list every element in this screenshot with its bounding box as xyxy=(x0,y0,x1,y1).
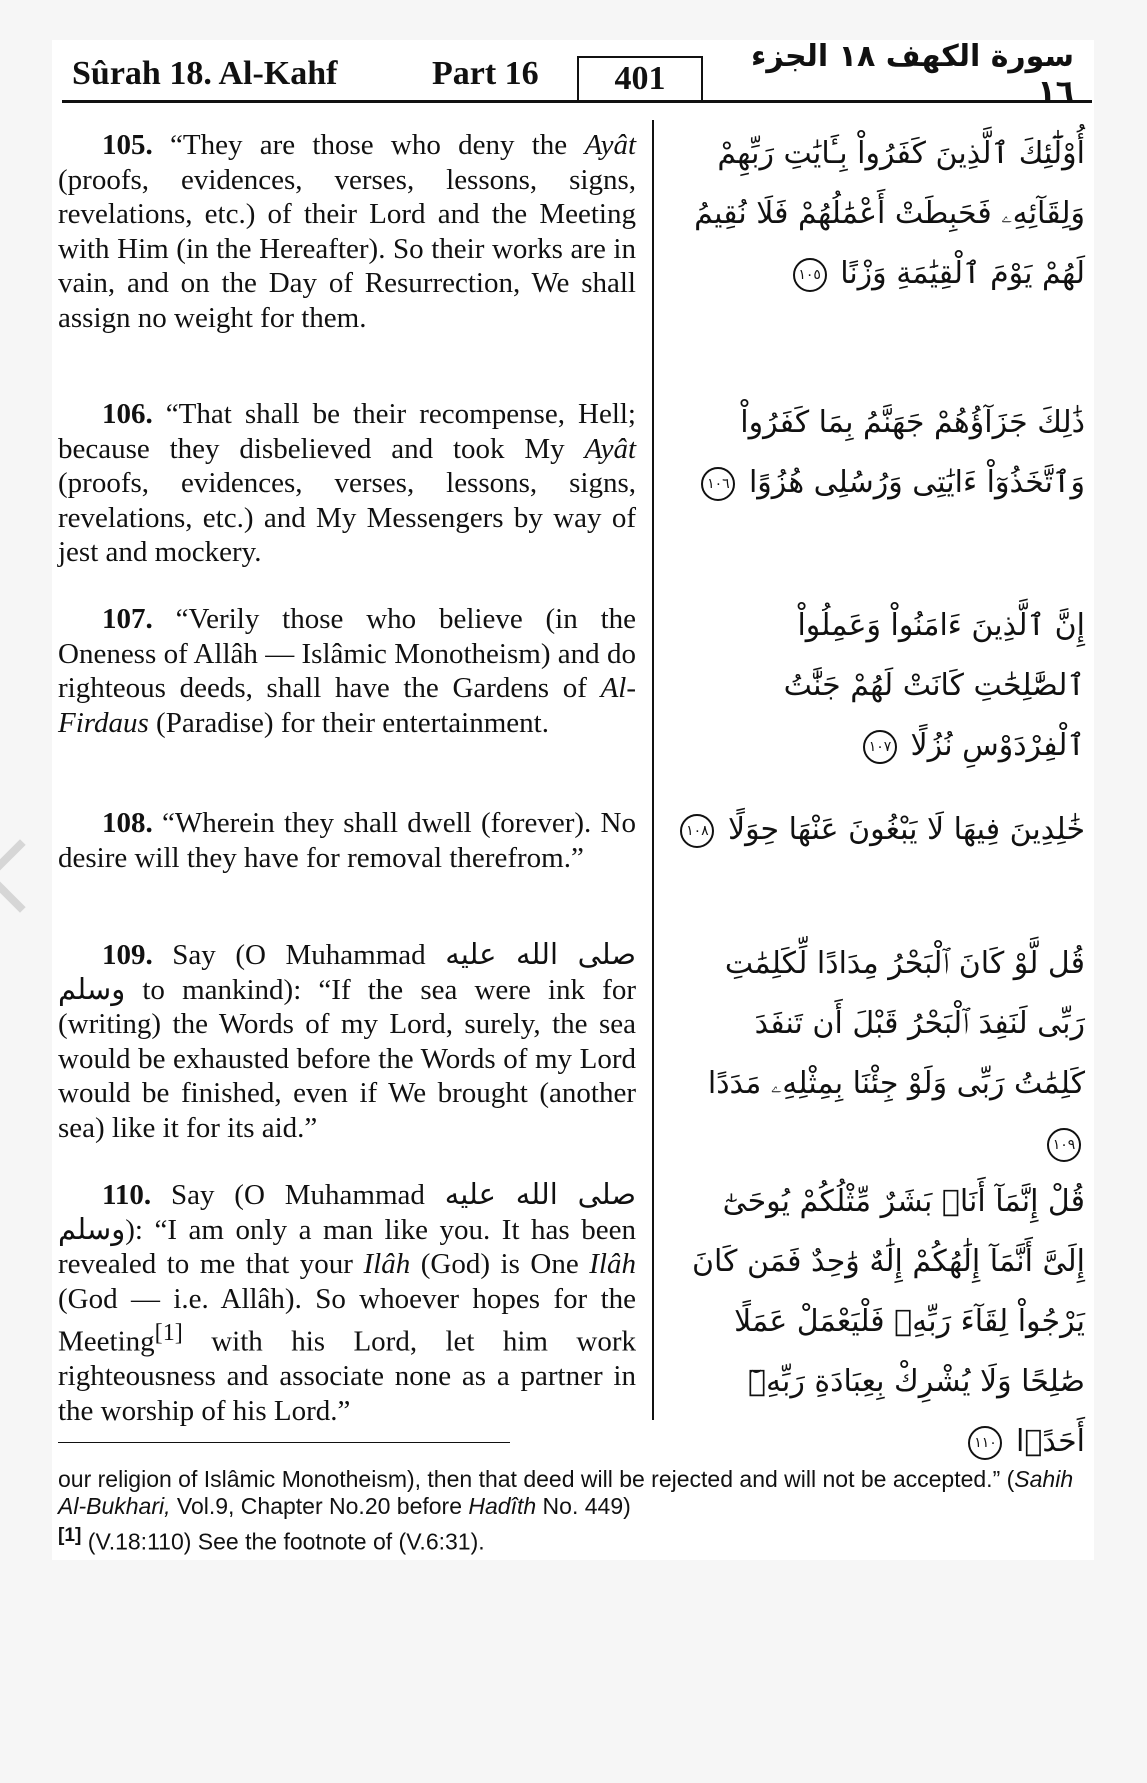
verse-109-arabic: قُل لَّوْ كَانَ ٱلْبَحْرُ مِدَادًا لِّكَلِمَٰتِ رَبِّى لَنَفِدَ ٱلْبَحْرُ قَبْلَ أَن تَنفَدَ كَلِمَٰتُ رَبِّى وَلَوْ جِئْنَا بِمِثْلِهِۦ مَدَدًا ١٠٩ xyxy=(680,934,1085,1174)
ayah-marker: ١٠٩ xyxy=(1047,1128,1081,1162)
ayah-marker: ١٠٥ xyxy=(793,258,827,292)
surah-title: Sûrah 18. Al-Kahf xyxy=(72,55,338,92)
verse-number: 110. xyxy=(102,1179,152,1211)
arabic-surah-title: سورة الكهف ١٨ xyxy=(838,39,1074,74)
footnote-continuation: our religion of Islâmic Monotheism), then that deed will be rejected and will not be accepted.” (Sahih Al-Bukhari, Vol.9, Chapter No.20 before Hadîth No. 449) xyxy=(58,1466,1074,1519)
page-number: 401 xyxy=(577,56,703,100)
verse-number: 109. xyxy=(102,939,153,971)
ayah-marker: ١٠٨ xyxy=(680,814,714,848)
ayah-marker: ١٠٦ xyxy=(701,467,735,501)
column-divider xyxy=(652,120,654,1420)
page-header xyxy=(62,39,1092,109)
verse-number: 107. xyxy=(102,603,153,635)
verse-105-translation: 105. “They are those who deny the Ayât (proofs, evidences, verses, lessons, signs, revelations, etc.) of their Lord and the Meeting with Him (in the Hereafter). So their works are in vain, and on the Day of Resurrection, We shall assign no weight for them. xyxy=(58,129,636,334)
verse-number: 108. xyxy=(102,807,153,839)
verse-107-translation: 107. “Verily those who believe (in the Oneness of Allâh — Islâmic Monotheism) and do righteous deeds, shall have the Gardens of Al-Firdaus (Paradise) for their entertainment. xyxy=(58,603,636,739)
part-label: Part 16 xyxy=(432,55,539,92)
footnote-1: [1] (V.18:110) See the footnote of (V.6:31). xyxy=(58,1525,485,1555)
verse-108-translation: 108. “Wherein they shall dwell (forever). No desire will they have for removal therefrom.” xyxy=(58,807,636,874)
verse-109-translation: 109. Say (O Muhammad صلى الله عليه وسلم to mankind): “If the sea were ink for (writing) the Words of my Lord, surely, the sea would be exhausted before the Words of my Lord would be finished, even if We brought (another sea) like it for its aid.” xyxy=(58,939,636,1144)
verse-110-translation: 110. Say (O Muhammad صلى الله عليه وسلم): “I am only a man like you. It has been revealed to me that your Ilâh (God) is One Ilâh (God — i.e. Allâh). So whoever hopes for the Meeting[1] with his Lord, let him work righteousness and associate none as a partner in the worship of his Lord.” xyxy=(58,1179,636,1427)
verse-105-arabic: أُوْلَٰٓئِكَ ٱلَّذِينَ كَفَرُواْ بِـَٔايَٰتِ رَبِّهِمْ وَلِقَآئِهِۦ فَحَبِطَتْ أَعْمَٰلُهُمْ فَلَا نُقِيمُ لَهُمْ يَوْمَ ٱلْقِيَٰمَةِ وَزْنًا ١٠٥ xyxy=(694,136,1085,291)
arabic-header xyxy=(703,39,1092,109)
ayah-marker: ١٠٧ xyxy=(863,730,897,764)
footnote-rule xyxy=(58,1442,510,1443)
verse-106-translation: 106. “That shall be their recompense, Hell; because they disbelieved and took My Ayât (proofs, evidences, verses, lessons, signs, revelations, etc.) and My Messengers by way of jest and mockery. xyxy=(58,398,636,568)
ayah-marker: ١١٠ xyxy=(968,1426,1002,1460)
chevron-left-icon[interactable] xyxy=(0,839,57,913)
verse-number: 106. xyxy=(102,398,153,430)
verse-108-arabic: خَٰلِدِينَ فِيهَا لَا يَبْغُونَ عَنْهَا حِوَلًا ١٠٨ xyxy=(680,800,1085,860)
footnote-ref[interactable]: [1] xyxy=(154,1319,183,1346)
verse-107-arabic: إِنَّ ٱلَّذِينَ ءَامَنُواْ وَعَمِلُواْ ٱلصَّٰلِحَٰتِ كَانَتْ لَهُمْ جَنَّٰتُ ٱلْفِرْدَوْسِ نُزُلًا ١٠٧ xyxy=(783,608,1085,763)
verse-110-arabic: قُلْ إِنَّمَآ أَنَا۠ بَشَرٌ مِّثْلُكُمْ يُوحَىٰٓ إِلَىَّ أَنَّمَآ إِلَٰهُكُمْ إِلَٰهٌ وَٰحِدٌ فَمَن كَانَ يَرْجُواْ لِقَآءَ رَبِّهِۦ فَلْيَعْمَلْ عَمَلًا صَٰلِحًا وَلَا يُشْرِكْ بِعِبَادَةِ رَبِّهِۦٓ أَحَدًۢا ١١٠ xyxy=(691,1184,1085,1459)
arabic-juz-label: الجزء ١٦ xyxy=(751,39,1074,109)
footnote-mark: [1] xyxy=(58,1525,82,1546)
verse-106-arabic: ذَٰلِكَ جَزَآؤُهُمْ جَهَنَّمُ بِمَا كَفَرُواْ وَٱتَّخَذُوٓاْ ءَايَٰتِى وَرُسُلِى هُزُوًا ١٠٦ xyxy=(680,393,1085,513)
verse-number: 105. xyxy=(102,129,153,161)
